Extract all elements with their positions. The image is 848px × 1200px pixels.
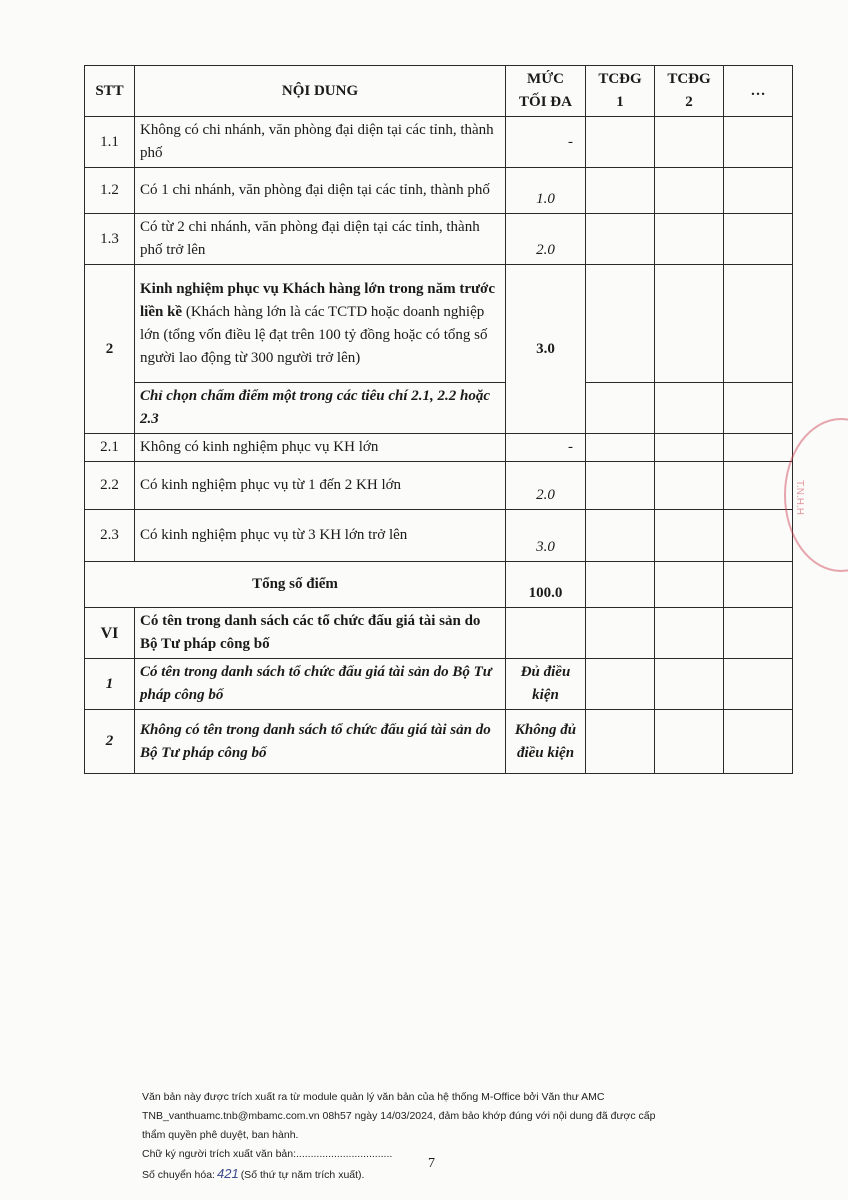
row-content: Không có kinh nghiệm phục vụ KH lớn	[135, 434, 506, 462]
total-row	[85, 562, 793, 608]
extraction-footer	[142, 1088, 702, 1185]
footer-line: thẩm quyền phê duyệt, ban hành.	[142, 1129, 299, 1141]
header-more: …	[724, 66, 793, 117]
page-number: 7	[428, 1156, 435, 1171]
row-stt: 1	[85, 659, 135, 710]
footer-line: Chữ ký người trích xuất văn bản:.................................	[142, 1148, 393, 1160]
row-value: -	[506, 434, 586, 462]
row-value: 2.0	[506, 214, 586, 265]
table-row	[85, 214, 793, 265]
row-stt: 2	[85, 265, 135, 434]
total-label: Tổng số điểm	[85, 562, 506, 608]
table-row	[85, 168, 793, 214]
row-stt: 2.3	[85, 510, 135, 562]
header-row	[85, 66, 793, 117]
table-row	[85, 510, 793, 562]
table-row	[85, 434, 793, 462]
table-row	[85, 265, 793, 383]
table-row	[85, 462, 793, 510]
table-row	[85, 710, 793, 774]
header-stt: STT	[85, 66, 135, 117]
row-content: Không có tên trong danh sách tổ chức đấu giá tài sản do Bộ Tư pháp công bố	[135, 710, 506, 774]
row-content: Có tên trong danh sách tổ chức đấu giá tài sản do Bộ Tư pháp công bố	[135, 659, 506, 710]
table-row	[85, 117, 793, 168]
row-stt: 1.2	[85, 168, 135, 214]
row-stt: VI	[85, 608, 135, 659]
row-content: Kinh nghiệm phục vụ Khách hàng lớn trong năm trước liền kề (Khách hàng lớn là các TCTD hoặc doanh nghiệp lớn (tổng vốn điều lệ đạt trên 100 tỷ đồng hoặc có tổng số người lao động từ 300 người trở lên)	[135, 265, 506, 383]
footer-line: Số chuyển hóa: 421 (Số thứ tự năm trích xuất).	[142, 1166, 365, 1181]
header-tcdg1: TCĐG 1	[586, 66, 655, 117]
row-note: Chỉ chọn chấm điểm một trong các tiêu chí 2.1, 2.2 hoặc 2.3	[135, 383, 506, 434]
row-value: Không đủ điều kiện	[506, 710, 586, 774]
row-content: Có kinh nghiệm phục vụ từ 3 KH lớn trở lên	[135, 510, 506, 562]
row-value: 1.0	[506, 168, 586, 214]
row-stt: 1.3	[85, 214, 135, 265]
total-value: 100.0	[506, 562, 586, 608]
header-content: NỘI DUNG	[135, 66, 506, 117]
row-stt: 1.1	[85, 117, 135, 168]
table-row	[85, 608, 793, 659]
table-row	[85, 659, 793, 710]
row-stt: 2	[85, 710, 135, 774]
footer-line: Văn bản này được trích xuất ra từ module quản lý văn bản của hệ thống M-Office bởi Văn thư AMC	[142, 1091, 605, 1103]
company-stamp: T.N.H.H	[784, 418, 848, 572]
table-row	[85, 383, 793, 434]
row-value: 3.0	[506, 510, 586, 562]
row-content: Có từ 2 chi nhánh, văn phòng đại diện tại các tỉnh, thành phố trở lên	[135, 214, 506, 265]
row-value: Đủ điều kiện	[506, 659, 586, 710]
row-value: -	[506, 117, 586, 168]
handwritten-number: 421	[216, 1166, 239, 1181]
footer-line: TNB_vanthuamc.tnb@mbamc.com.vn 08h57 ngày 14/03/2024, đảm bảo khớp đúng với nội dung đã được cấp	[142, 1110, 656, 1122]
row-stt: 2.2	[85, 462, 135, 510]
row-content: Có 1 chi nhánh, văn phòng đại diện tại các tỉnh, thành phố	[135, 168, 506, 214]
row-value: 3.0	[506, 265, 586, 434]
row-value: 2.0	[506, 462, 586, 510]
header-tcdg2: TCĐG 2	[655, 66, 724, 117]
header-max: MỨC TỐI ĐA	[506, 66, 586, 117]
row-content: Không có chi nhánh, văn phòng đại diện tại các tỉnh, thành phố	[135, 117, 506, 168]
row-content: Có kinh nghiệm phục vụ từ 1 đến 2 KH lớn	[135, 462, 506, 510]
score-table	[84, 65, 793, 774]
row-content: Có tên trong danh sách các tổ chức đấu giá tài sản do Bộ Tư pháp công bố	[135, 608, 506, 659]
row-stt: 2.1	[85, 434, 135, 462]
